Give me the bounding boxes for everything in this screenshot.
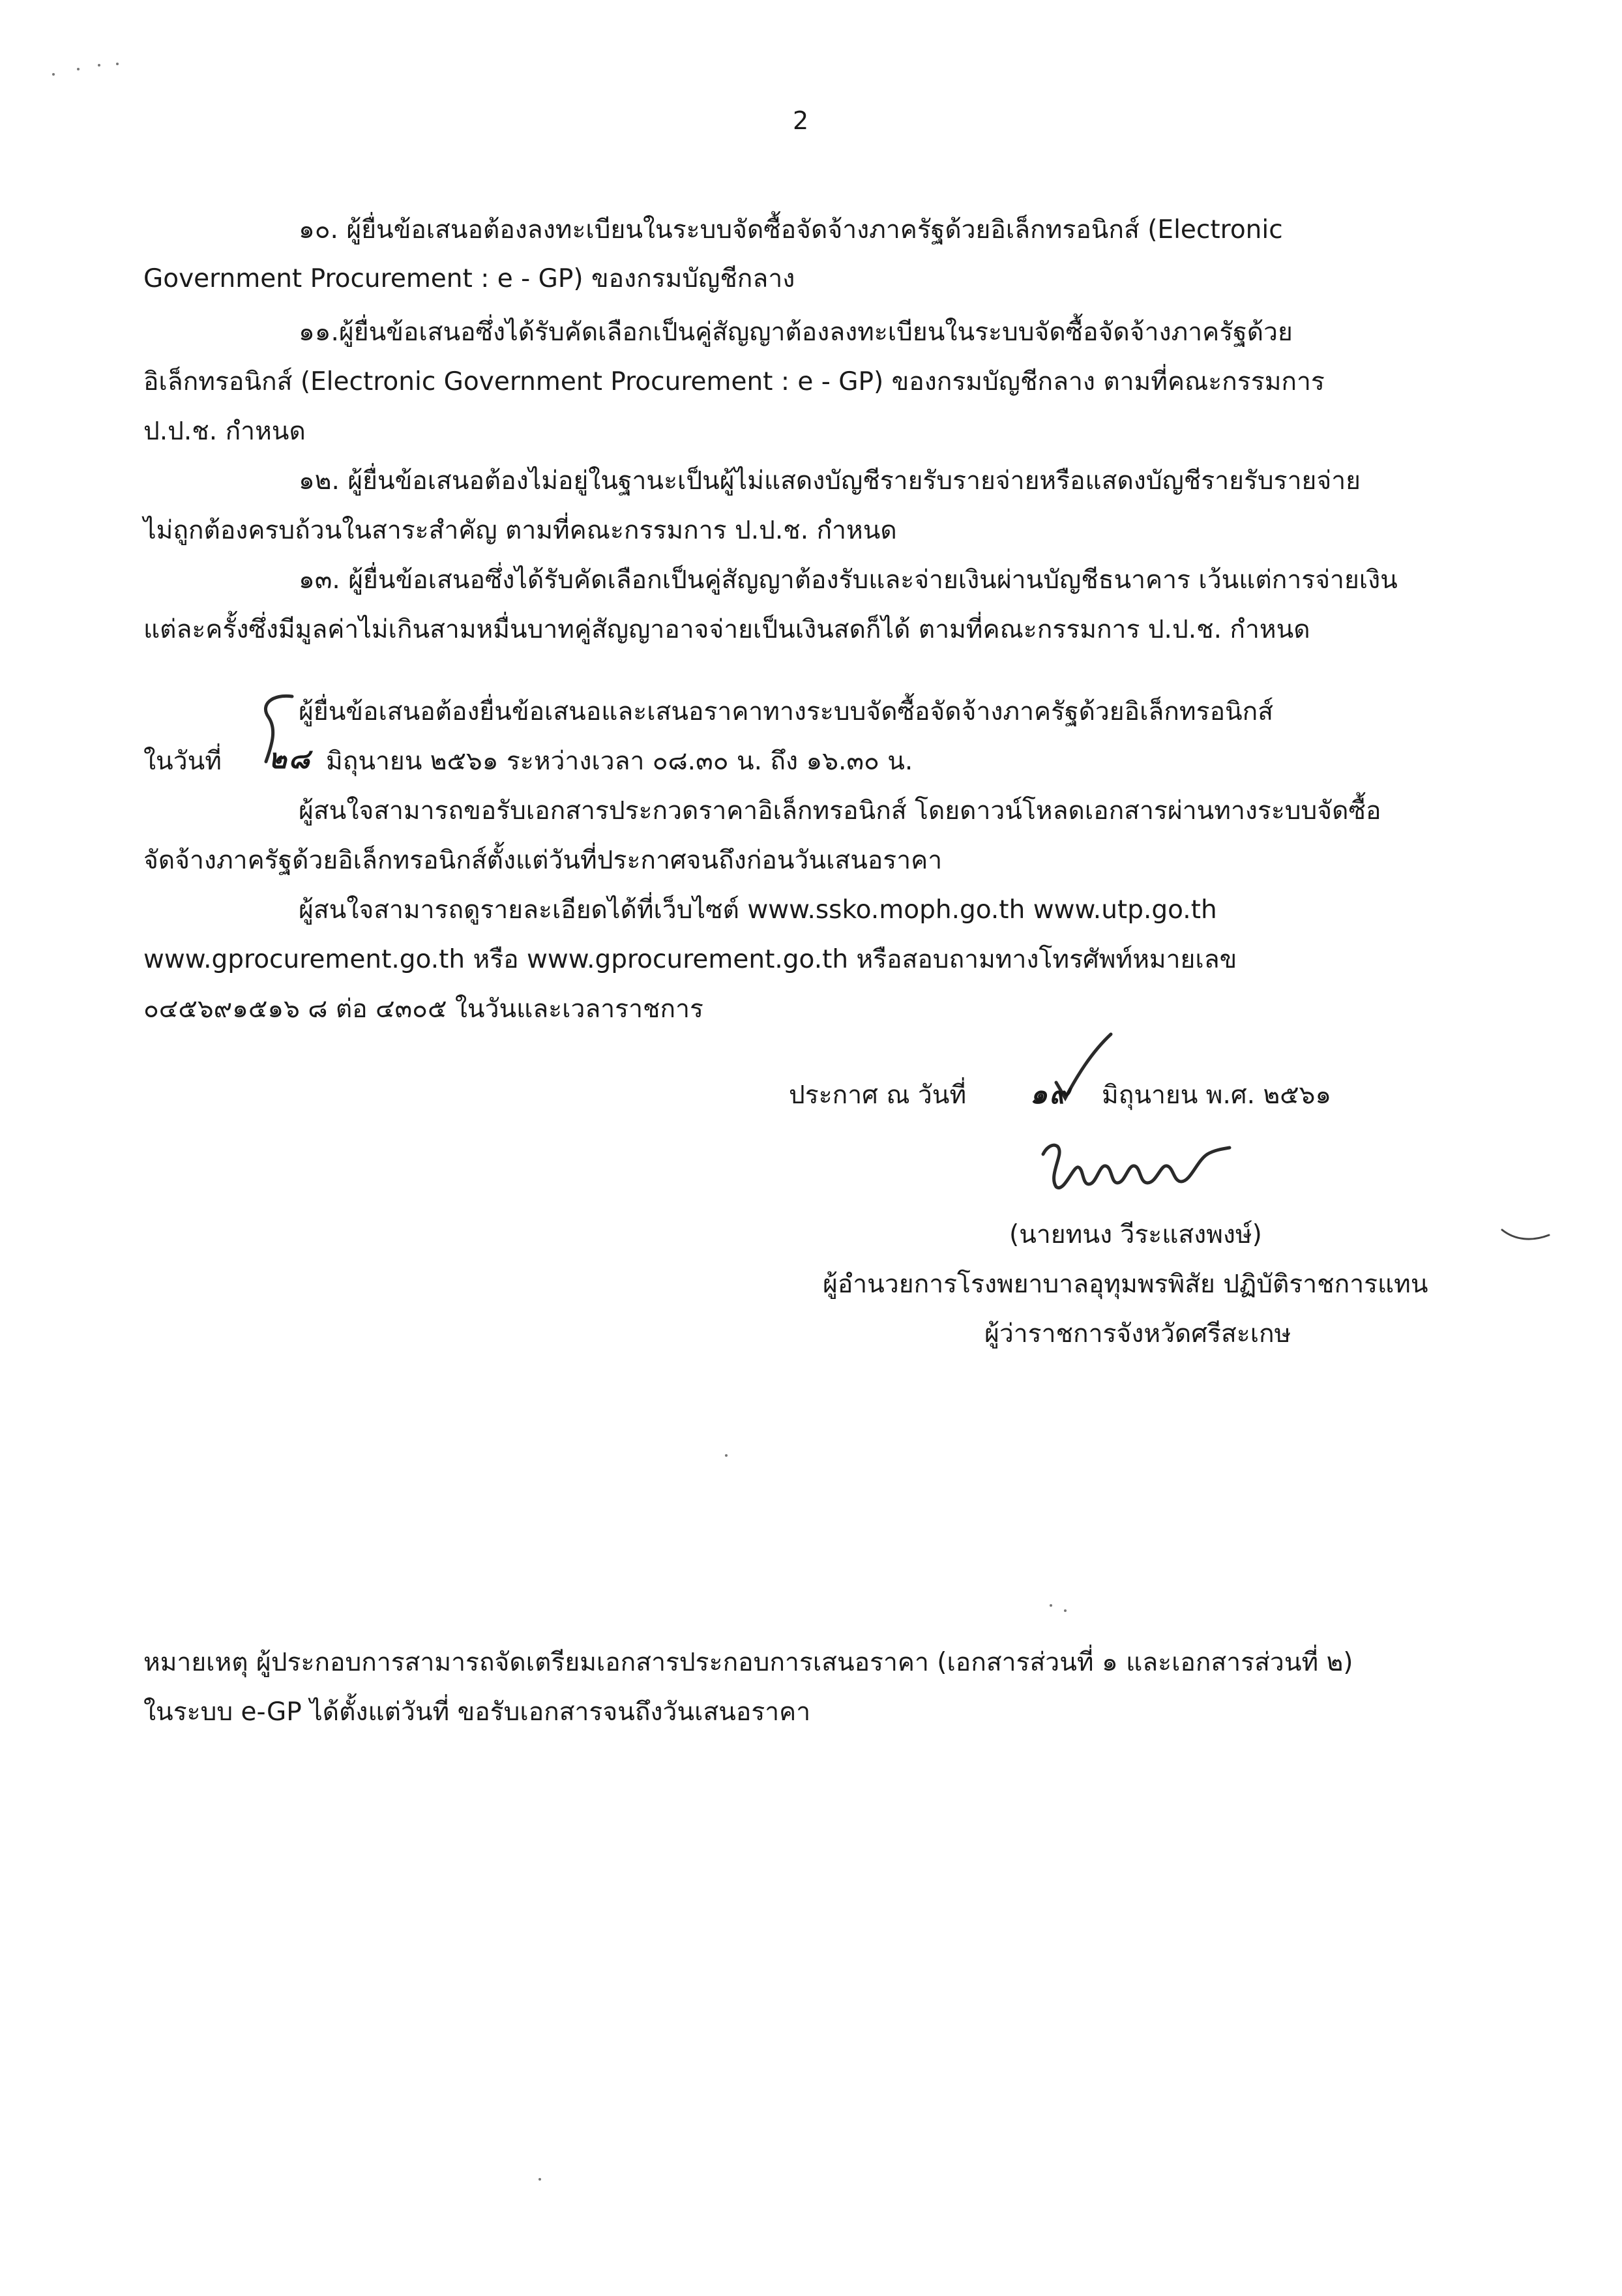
scan-speck: [1064, 1609, 1067, 1612]
note-line-1: หมายเหตุ ผู้ประกอบการสามารถจัดเตรียมเอกสารประกอบการเสนอราคา (เอกสารส่วนที่ ๑ และเอกสารส่วนที่ ๒): [143, 1648, 1353, 1677]
signatory-title-line-1: ผู้อำนวยการโรงพยาบาลอุทุมพรพิสัย ปฏิบัติราชการแทน: [823, 1270, 1428, 1299]
announcement-prefix: ประกาศ ณ วันที่: [789, 1081, 967, 1110]
item-13-line-2: แต่ละครั้งซึ่งมีมูลค่าไม่เกินสามหมื่นบาทคู่สัญญาอาจจ่ายเป็นเงินสดก็ได้ ตามที่คณะกรรมการ ป.ป.ช. กำหนด: [143, 615, 1310, 644]
signatory-name: (นายทนง วีระแสงพงษ์): [1009, 1220, 1262, 1249]
submission-date-handwritten: ๒๘: [269, 743, 312, 775]
download-line-2: จัดจ้างภาครัฐด้วยอิเล็กทรอนิกส์ตั้งแต่วันที่ประกาศจนถึงก่อนวันเสนอราคา: [143, 846, 943, 875]
download-line-1: ผู้สนใจสามารถขอรับเอกสารประกวดราคาอิเล็กทรอนิกส์ โดยดาวน์โหลดเอกสารผ่านทางระบบจัดซื้อ: [299, 796, 1381, 826]
scan-speck: [538, 2178, 541, 2181]
contact-line-1: ผู้สนใจสามารถดูรายละเอียดได้ที่เว็บไซต์ www.ssko.moph.go.th www.utp.go.th: [299, 895, 1217, 925]
scan-speck: [77, 68, 80, 70]
contact-line-2: www.gprocurement.go.th หรือ www.gprocurement.go.th หรือสอบถามทางโทรศัพท์หมายเลข: [143, 945, 1237, 974]
scan-speck: [1050, 1604, 1052, 1607]
item-10-line-1: ๑๐. ผู้ยื่นข้อเสนอต้องลงทะเบียนในระบบจัดซื้อจัดจ้างภาครัฐด้วยอิเล็กทรอนิกส์ (Electronic: [299, 215, 1283, 245]
contact-line-3: ๐๔๕๖๙๑๕๑๖ ๘ ต่อ ๔๓๐๕ ในวันและเวลาราชการ: [143, 994, 703, 1024]
note-line-2: ในระบบ e-GP ได้ตั้งแต่วันที่ ขอรับเอกสารจนถึงวันเสนอราคา: [143, 1697, 811, 1727]
submission-date-rest: มิถุนายน ๒๕๖๑ ระหว่างเวลา ๐๘.๓๐ น. ถึง ๑๖.๓๐ น.: [326, 747, 913, 776]
scan-speck: [98, 64, 100, 67]
item-10-line-2: Government Procurement : e - GP) ของกรมบัญชีกลาง: [143, 264, 795, 293]
page-number: 2: [793, 106, 809, 135]
item-11-line-1: ๑๑.ผู้ยื่นข้อเสนอซึ่งได้รับคัดเลือกเป็นคู่สัญญาต้องลงทะเบียนในระบบจัดซื้อจัดจ้างภาครัฐด้วย: [299, 318, 1293, 347]
scan-speck: [725, 1454, 728, 1457]
item-11-line-3: ป.ป.ช. กำหนด: [143, 417, 306, 446]
ink-flick-mark: [1499, 1226, 1552, 1245]
scan-speck: [52, 73, 55, 76]
submission-date-prefix: ในวันที่: [143, 747, 222, 776]
submission-line-1: ผู้ยื่นข้อเสนอต้องยื่นข้อเสนอและเสนอราคาทางระบบจัดซื้อจัดจ้างภาครัฐด้วยอิเล็กทรอนิกส์: [299, 697, 1274, 726]
announcement-day-handwritten: ๑๙: [1030, 1078, 1072, 1110]
scan-speck: [116, 63, 119, 65]
item-13-line-1: ๑๓. ผู้ยื่นข้อเสนอซึ่งได้รับคัดเลือกเป็นคู่สัญญาต้องรับและจ่ายเงินผ่านบัญชีธนาคาร เว้นแต่การจ่ายเงิน: [299, 565, 1398, 595]
signature-mark: [1037, 1128, 1232, 1200]
item-12-line-1: ๑๒. ผู้ยื่นข้อเสนอต้องไม่อยู่ในฐานะเป็นผู้ไม่แสดงบัญชีรายรับรายจ่ายหรือแสดงบัญชีรายรับรายจ่าย: [299, 466, 1361, 496]
item-11-line-2: อิเล็กทรอนิกส์ (Electronic Government Procurement : e - GP) ของกรมบัญชีกลาง ตามที่คณะกรรมการ: [143, 367, 1325, 396]
announcement-rest: มิถุนายน พ.ศ. ๒๕๖๑: [1102, 1081, 1332, 1110]
item-12-line-2: ไม่ถูกต้องครบถ้วนในสาระสำคัญ ตามที่คณะกรรมการ ป.ป.ช. กำหนด: [143, 516, 897, 545]
signatory-title-line-2: ผู้ว่าราชการจังหวัดศรีสะเกษ: [984, 1319, 1291, 1349]
